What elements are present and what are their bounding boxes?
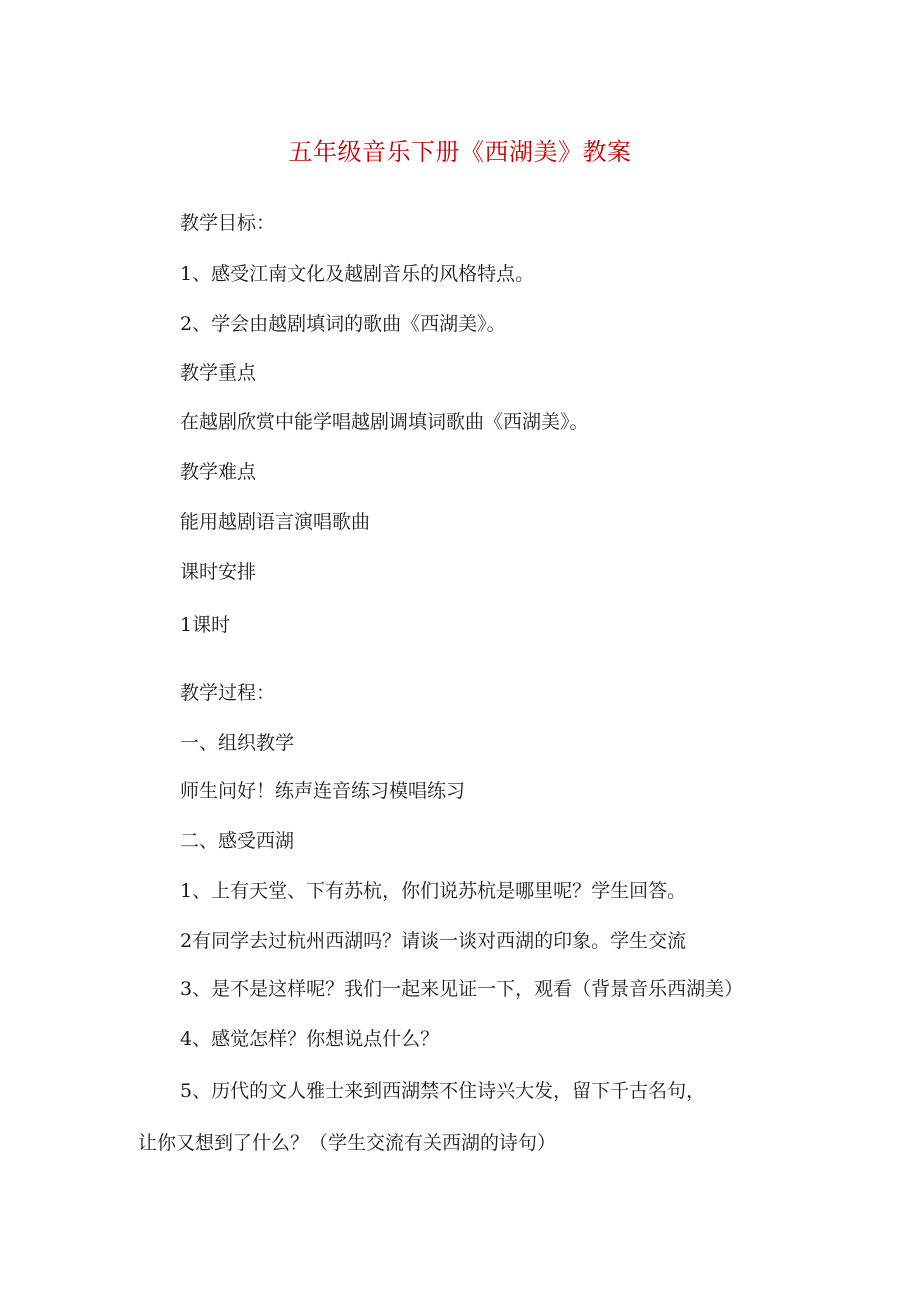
process-item-1: 1、上有天堂、下有苏杭，你们说苏杭是哪里呢？学生回答。 xyxy=(180,880,687,902)
schedule-text: 1课时 xyxy=(180,614,231,636)
section-heading-process: 教学过程： xyxy=(180,682,276,704)
process-item-2: 2有同学去过杭州西湖吗？请谈一谈对西湖的印象。学生交流 xyxy=(180,930,687,952)
difficulties-text: 能用越剧语言演唱歌曲 xyxy=(180,511,371,533)
process-step-1-heading: 一、组织教学 xyxy=(180,732,295,754)
section-heading-objectives: 教学目标： xyxy=(180,212,276,234)
process-item-4: 4、感觉怎样？你想说点什么？ xyxy=(180,1028,440,1050)
objective-item-2: 2、学会由越剧填词的歌曲《西湖美》。 xyxy=(180,313,506,335)
process-item-5-continued: 让你又想到了什么？（学生交流有关西湖的诗句） xyxy=(138,1132,557,1154)
process-item-3: 3、是不是这样呢？我们一起来见证一下，观看（背景音乐西湖美） xyxy=(180,978,744,1000)
process-item-5: 5、历代的文人雅士来到西湖禁不住诗兴大发，留下千古名句， xyxy=(180,1080,706,1102)
objective-item-1: 1、感受江南文化及越剧音乐的风格特点。 xyxy=(180,263,535,285)
section-heading-key-points: 教学重点 xyxy=(180,362,257,384)
process-step-1-text: 师生问好！练声连音练习模唱练习 xyxy=(180,780,466,802)
document-title: 五年级音乐下册《西湖美》教案 xyxy=(288,138,632,166)
section-heading-difficulties: 教学难点 xyxy=(180,461,257,483)
process-step-2-heading: 二、感受西湖 xyxy=(180,830,295,852)
section-heading-schedule: 课时安排 xyxy=(180,561,257,583)
key-points-text: 在越剧欣赏中能学唱越剧调填词歌曲《西湖美》。 xyxy=(180,411,589,433)
